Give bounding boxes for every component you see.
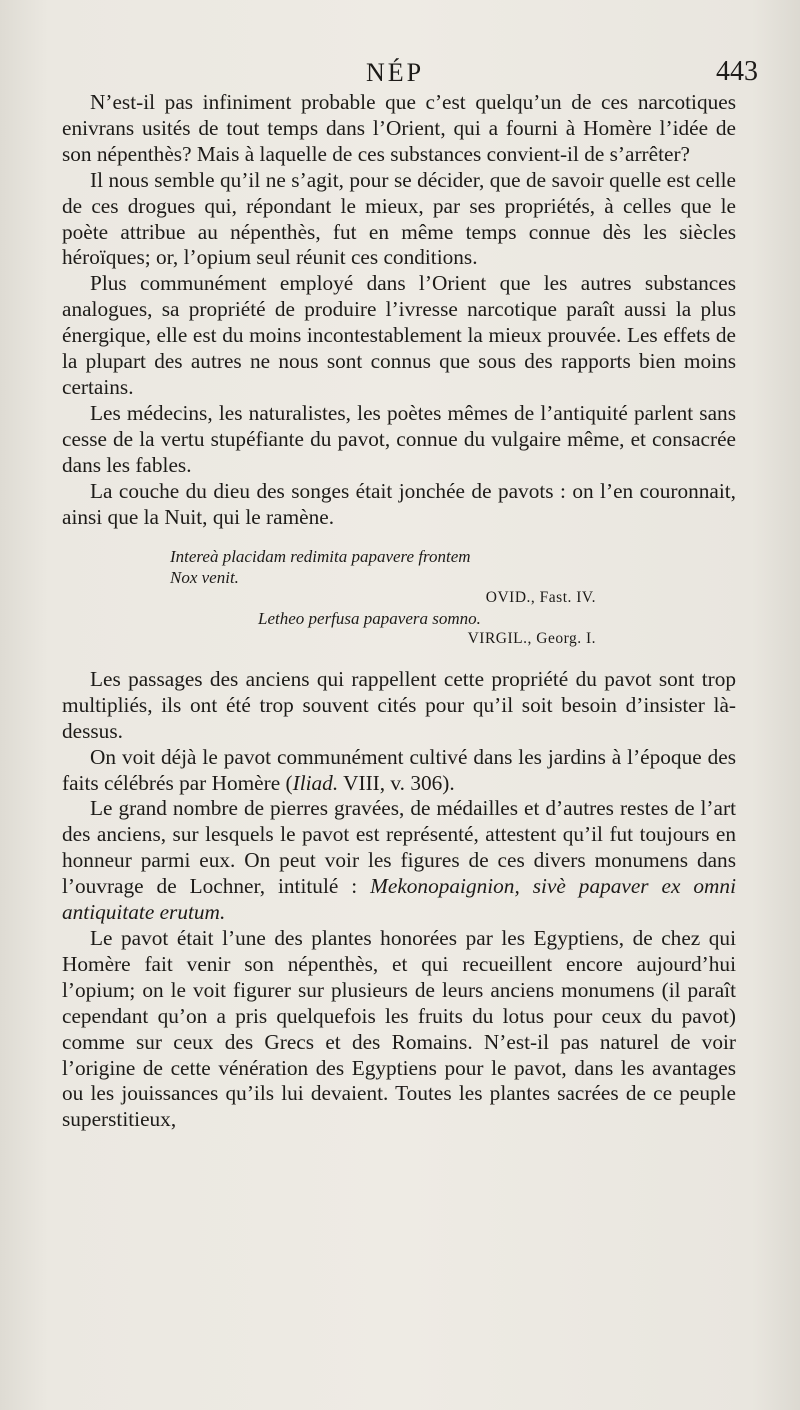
paragraph-7-text: On voit déjà le pavot communément cultivé dans les jardins à l’époque des faits célébrés par Homère (	[62, 744, 736, 795]
paragraph-8	[62, 796, 736, 926]
paragraph-4: Les médecins, les naturalistes, les poètes mêmes de l’antiquité parlent sans cesse de la vertu stupéfiante du pavot, connue du vulgaire même, et consacrée dans les fables.	[62, 400, 736, 477]
page-number: 443	[716, 56, 758, 87]
body-text	[62, 90, 736, 1133]
running-head: NÉP	[366, 58, 425, 87]
lochner-title: Mekonopaignion, sivè papaver ex omni antiquitate erutum.	[62, 874, 736, 925]
ovid-quote-line-2: Nox venit.	[170, 567, 239, 587]
paragraph-3: Plus communément employé dans l’Orient que les autres substances analogues, sa propriété de produire l’ivresse narcotique paraît aussi la plus énergique, elle est du moins incontestablement la mieux prouvée. Les effets de la plupart des autres ne nous sont connus que sous des rapports bien moins certains.	[62, 271, 736, 399]
paragraph-5: La couche du dieu des songes était jonchée de pavots : on l’en couronnait, ainsi que la Nuit, qui le ramène.	[62, 478, 736, 529]
paragraph-8-text: Le grand nombre de pierres gravées, de médailles et d’autres restes de l’art des anciens, sur lesquels le pavot est représenté, attestent qu’il fut toujours en honneur parmi eux. On peut voir les figures de ces divers monumens dans l’ouvrage de Lochner, intitulé :	[62, 796, 736, 899]
paragraph-9: Le pavot était l’une des plantes honorées par les Egyptiens, de chez qui Homère fait venir son népenthès, et qui recueillent encore aujourd’hui l’opium; on le voit figurer sur plusieurs de leurs anciens monumens (il paraît cependant qu’on a pris quelquefois les fruits du lotus pour ceux du pavot) comme sur ceux des Grecs et des Romains. N’est-il pas naturel de voir l’origine de cette vénération des Egyptiens pour le pavot, dans les avantages ou les jouissances qu’ils lui devaient. Toutes les plantes sacrées de ce peuple superstitieux,	[62, 925, 736, 1132]
paragraph-7	[62, 745, 736, 797]
page-header	[0, 54, 800, 94]
ovid-source: OVID., Fast. IV.	[485, 589, 596, 607]
paragraph-7-end: VIII, v. 306).	[338, 770, 455, 795]
virgil-quote-line: Letheo perfusa papavera somno.	[258, 608, 481, 628]
paragraph-2: Il nous semble qu’il ne s’agit, pour se décider, que de savoir quelle est celle de ces drogues qui, répondant le mieux, par ses propriétés, à celles que le poète attribue au népenthès, fut en même temps connue dès les siècles héroïques; or, l’opium seul réunit ces conditions.	[62, 167, 736, 270]
iliad-reference: Iliad.	[292, 770, 339, 795]
latin-quotations	[62, 547, 736, 650]
virgil-source: VIRGIL., Georg. I.	[467, 630, 596, 648]
ovid-quote-line-1: Intereà placidam redimita papavere frontem	[170, 547, 471, 567]
paragraph-6: Les passages des anciens qui rappellent cette propriété du pavot sont trop multipliés, ils ont été trop souvent cités pour qu’il soit besoin d’insister là-dessus.	[62, 666, 736, 743]
paragraph-1: N’est-il pas infiniment probable que c’est quelqu’un de ces narcotiques enivrans usités de tout temps dans l’Orient, qui a fourni à Homère l’idée de son népenthès? Mais à laquelle de ces substances convient-il de s’arrêter?	[62, 90, 736, 166]
